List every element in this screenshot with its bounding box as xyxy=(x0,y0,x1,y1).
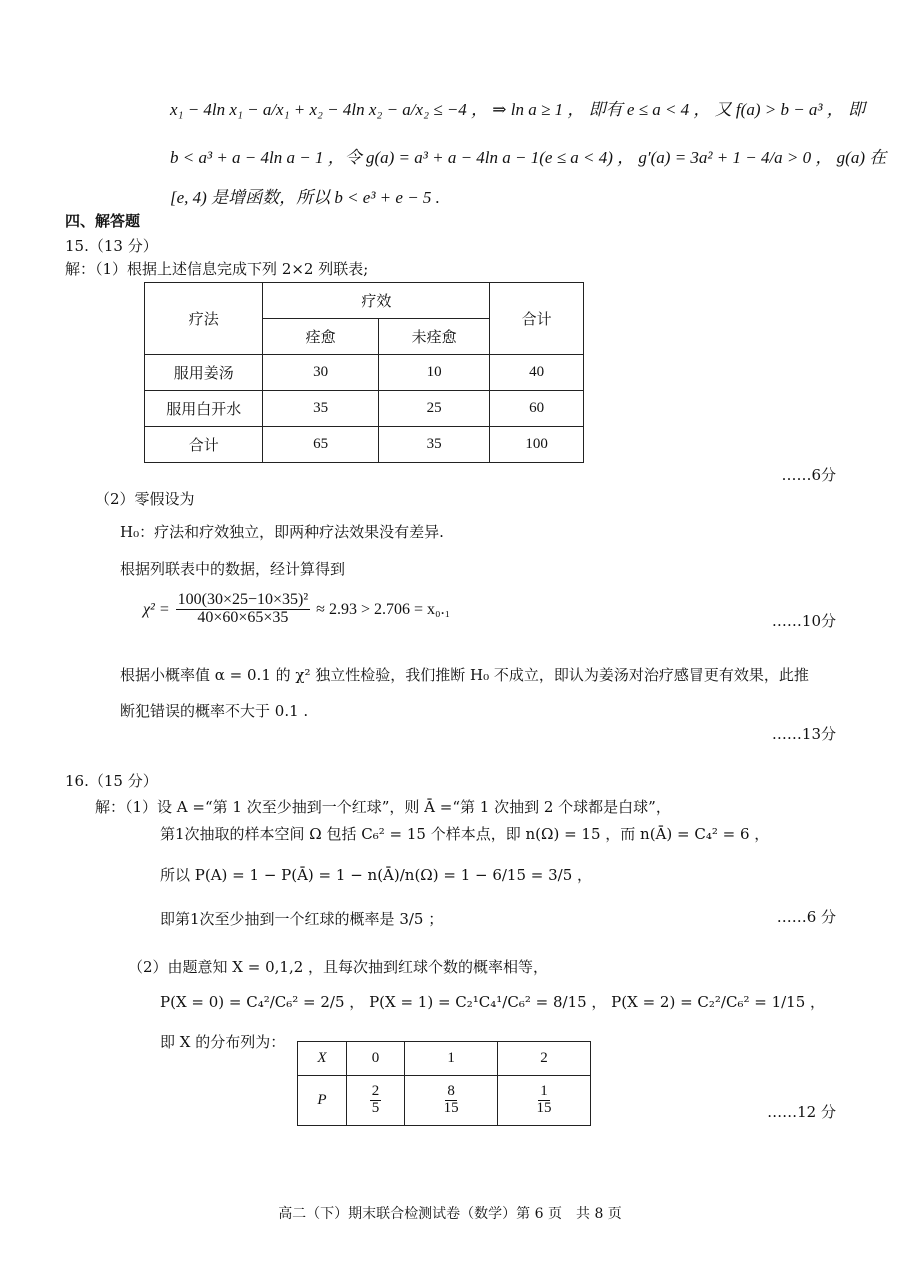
q15-conclusion-1: 根据小概率值 α = 0.1 的 χ² 独立性检验，我们推断 H₀ 不成立，即认为姜汤对治疗感冒更有效果，此推 xyxy=(120,666,809,684)
dist-x-value: 2 xyxy=(498,1042,591,1076)
chi-square-formula xyxy=(143,592,450,627)
dist-prob xyxy=(405,1076,498,1126)
dist-x-value: 1 xyxy=(405,1042,498,1076)
cell: 10 xyxy=(378,355,489,391)
page-footer: 高二（下）期末联合检测试卷（数学）第 6 页 共 8 页 xyxy=(278,1206,622,1222)
q15-part2: （2）零假设为 xyxy=(95,490,195,508)
table-row xyxy=(145,427,584,463)
header-total: 合计 xyxy=(490,283,584,355)
q15-h0: H₀：疗法和疗效独立，即两种疗法效果没有差异. xyxy=(120,523,444,541)
prob-den: 5 xyxy=(371,1100,380,1116)
chi-lhs: χ² = xyxy=(143,600,170,618)
prob-den: 15 xyxy=(443,1100,459,1116)
solution-line-3: [e, 4) 是增函数，所以 b < e³ + e − 5 . xyxy=(170,188,440,207)
header-effect: 疗效 xyxy=(263,283,490,319)
cell: 35 xyxy=(378,427,489,463)
q16-score-1: ……6 分 xyxy=(776,908,836,926)
cell: 25 xyxy=(378,391,489,427)
cell: 100 xyxy=(490,427,584,463)
header-method: 疗法 xyxy=(145,283,263,355)
prob-num: 2 xyxy=(371,1083,380,1100)
cell: 40 xyxy=(490,355,584,391)
q16-line-4: 即第1次至少抽到一个红球的概率是 3/5 ； xyxy=(160,910,444,928)
chi-rhs: ≈ 2.93 > 2.706 = x₀.₁ xyxy=(316,600,451,618)
q16-line-6: P(X = 0) = C₄²/C₆² = 2/5 ， P(X = 1) = C₂¹C₄¹/C₆² = 8/15 ， P(X = 2) = C₂²/C₆² = 1/15 ， xyxy=(160,993,826,1011)
q15-part1: 解：（1）根据上述信息完成下列 2×2 列联表; xyxy=(65,260,369,278)
q16-score-2: ……12 分 xyxy=(767,1103,836,1121)
q15-header: 15.（13 分） xyxy=(65,237,158,255)
cell: 30 xyxy=(263,355,378,391)
row-label: 服用姜汤 xyxy=(145,355,263,391)
q16-line-5: （2）由题意知 X = 0,1,2 ，且每次抽到红球个数的概率相等， xyxy=(128,958,549,976)
q15-score-3: ……13分 xyxy=(771,725,836,743)
q16-line-1: 解：（1）设 A =“第 1 次至少抽到一个红球”，则 Ā =“第 1 次抽到 2 个球都是白球”， xyxy=(95,798,671,816)
q16-header: 16.（15 分） xyxy=(65,772,158,790)
q15-score-1: ……6分 xyxy=(781,466,836,484)
q15-conclusion-2: 断犯错误的概率不大于 0.1 . xyxy=(120,702,309,720)
table-row xyxy=(145,391,584,427)
row-label: 合计 xyxy=(145,427,263,463)
prob-num: 8 xyxy=(447,1083,455,1100)
dist-p-label: P xyxy=(298,1076,347,1126)
prob-num: 1 xyxy=(540,1083,548,1100)
row-label: 服用白开水 xyxy=(145,391,263,427)
dist-prob xyxy=(347,1076,405,1126)
q16-line-7: 即 X 的分布列为： xyxy=(160,1033,286,1051)
q16-line-3: 所以 P(A) = 1 − P(Ā) = 1 − n(Ā)/n(Ω) = 1 − 6/15 = 3/5 ， xyxy=(160,866,593,884)
table-row xyxy=(145,355,584,391)
chi-fraction xyxy=(176,592,311,627)
chi-denominator: 40×60×65×35 xyxy=(197,608,289,626)
distribution-table xyxy=(297,1041,591,1126)
dist-x-value: 0 xyxy=(347,1042,405,1076)
solution-line-1: x₁ − 4ln x₁ − a/x₁ + x₂ − 4ln x₂ − a/x₂ ≤ −4 ， ⇒ ln a ≥ 1 ， 即有 e ≤ a < 4 ， 又 f(a) > b − a³ ， 即 xyxy=(170,100,866,119)
dist-x-label: X xyxy=(298,1042,347,1076)
q16-line-2: 第1次抽取的样本空间 Ω 包括 C₆² = 15 个样本点，即 n(Ω) = 15 ，而 n(Ā) = C₄² = 6 ， xyxy=(160,825,770,843)
prob-den: 15 xyxy=(536,1100,552,1116)
contingency-table xyxy=(144,282,584,463)
q15-calc-intro: 根据列联表中的数据，经计算得到 xyxy=(120,560,346,578)
section-title: 四、解答题 xyxy=(65,212,141,230)
q15-score-2: ……10分 xyxy=(771,612,836,630)
cell: 60 xyxy=(490,391,584,427)
header-cured: 痊愈 xyxy=(263,319,378,355)
dist-prob xyxy=(498,1076,591,1126)
cell: 35 xyxy=(263,391,378,427)
chi-numerator: 100(30×25−10×35)² xyxy=(177,591,309,608)
cell: 65 xyxy=(263,427,378,463)
solution-line-2: b < a³ + a − 4ln a − 1 ，令 g(a) = a³ + a − 4ln a − 1(e ≤ a < 4) ， g′(a) = 3a² + 1 − 4/a > 0 ， g(a) 在 xyxy=(170,148,887,167)
header-uncured: 未痊愈 xyxy=(378,319,489,355)
